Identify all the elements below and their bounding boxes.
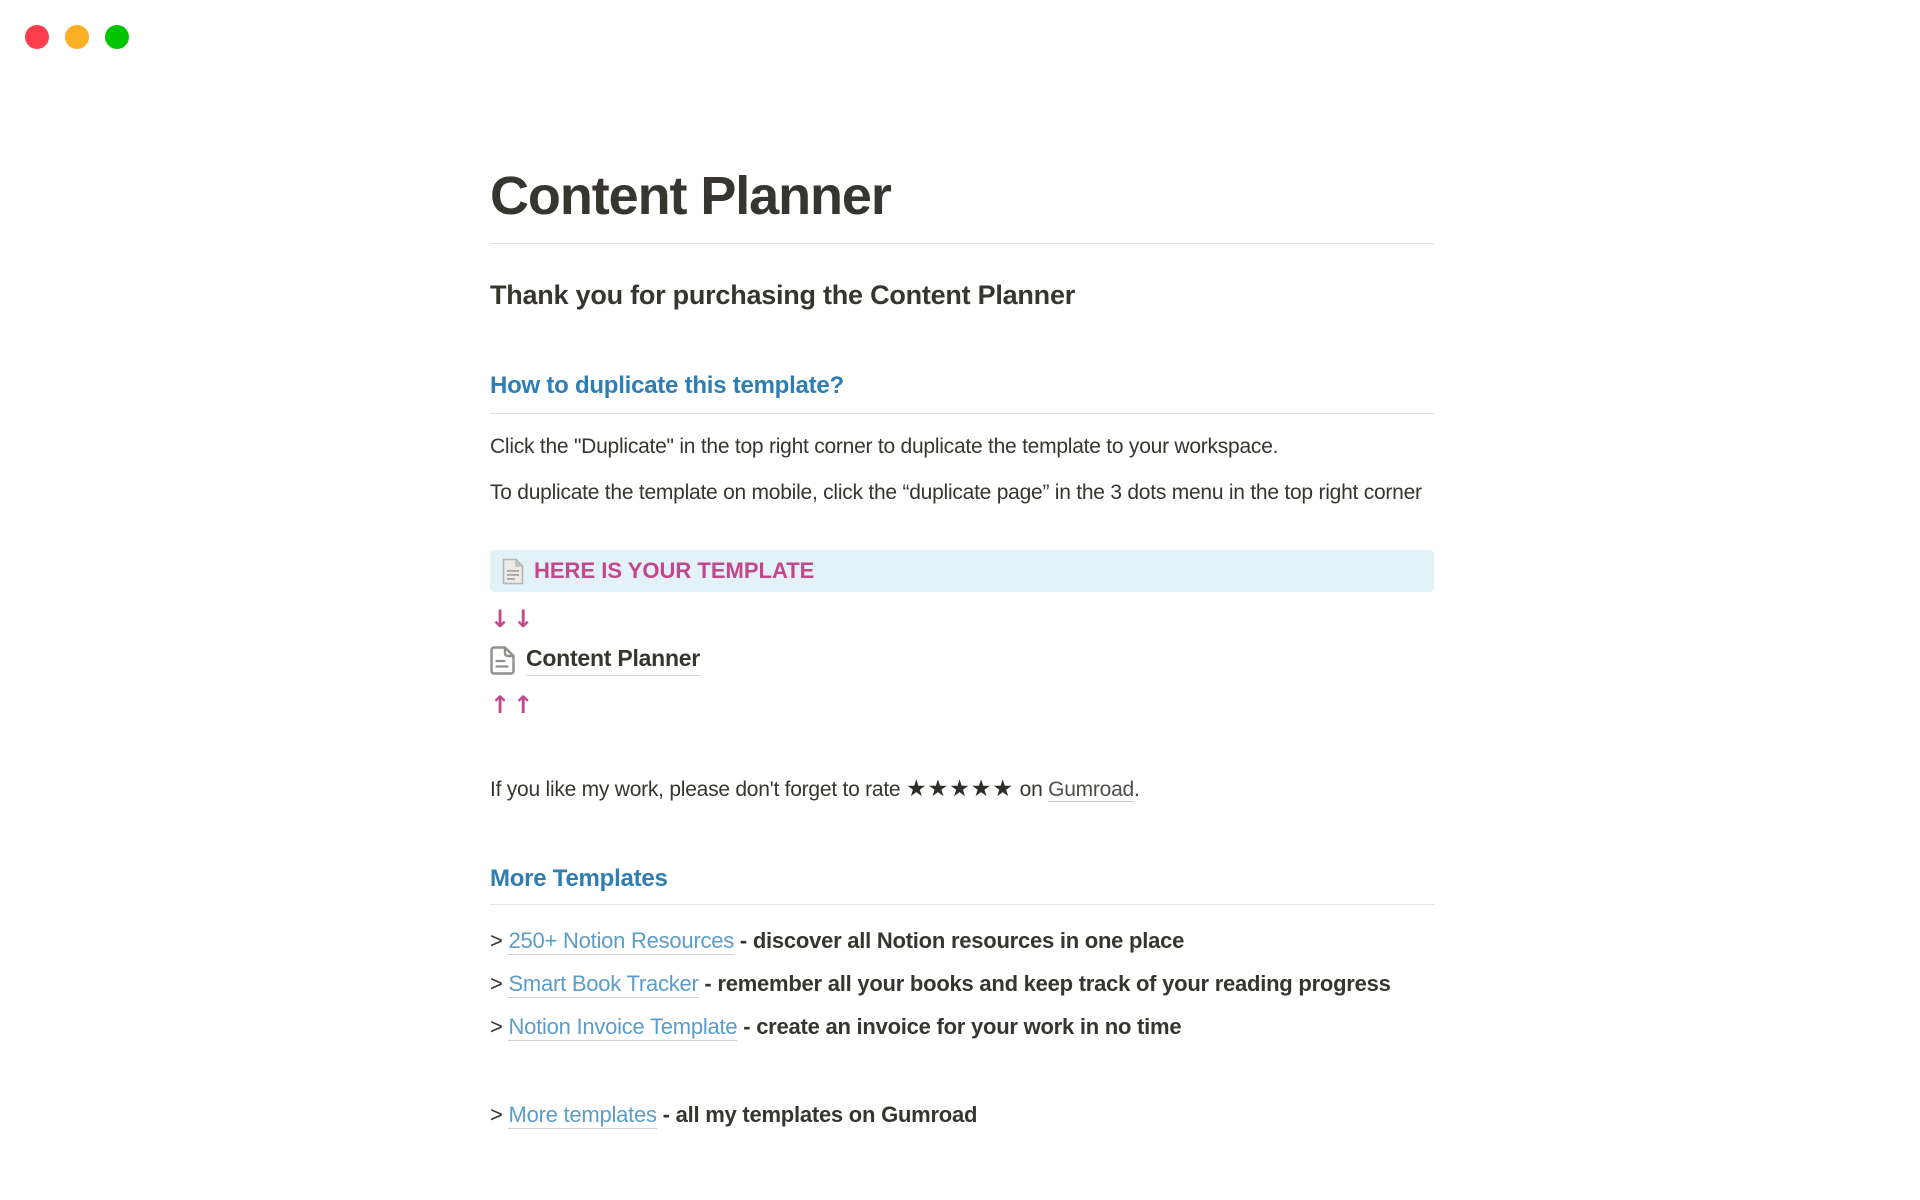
notion-invoice-template-link[interactable]: Notion Invoice Template xyxy=(508,1013,738,1039)
document-icon xyxy=(490,646,515,675)
rating-request-line xyxy=(490,772,1434,807)
divider xyxy=(490,413,1434,414)
thanks-heading: Thank you for purchasing the Content Planner xyxy=(490,280,1075,310)
notion-resources-link[interactable]: 250+ Notion Resources xyxy=(508,927,734,953)
smart-book-tracker-link[interactable]: Smart Book Tracker xyxy=(508,970,699,996)
page-facing-up-icon xyxy=(502,558,524,585)
list-item xyxy=(490,1098,1434,1132)
window-controls xyxy=(25,25,129,49)
template-list xyxy=(490,924,1434,1044)
callout-text: HERE IS YOUR TEMPLATE xyxy=(534,558,815,583)
content-planner-page-link[interactable] xyxy=(490,642,700,678)
duplicate-instructions-mobile: To duplicate the template on mobile, click the “duplicate page” in the 3 dots menu in the top right corner xyxy=(490,481,1422,504)
divider xyxy=(490,904,1434,905)
list-item xyxy=(490,924,1434,958)
how-to-duplicate-heading: How to duplicate this template? xyxy=(490,372,844,399)
item-description: - discover all Notion resources in one place xyxy=(733,927,1185,953)
page-content xyxy=(490,0,1434,1132)
rating-text: on xyxy=(1014,777,1049,801)
minimize-window-button[interactable] xyxy=(65,25,89,49)
list-item xyxy=(490,967,1434,1001)
list-item xyxy=(490,1010,1434,1044)
template-callout xyxy=(490,550,1434,592)
page-title: Content Planner xyxy=(490,166,891,226)
rating-text: . xyxy=(1134,777,1140,801)
divider xyxy=(490,243,1434,244)
five-stars-icon: ★★★★★ xyxy=(905,775,1015,802)
up-arrows: ↑↑ xyxy=(490,690,537,719)
more-templates-link[interactable]: More templates xyxy=(508,1101,657,1127)
bullet: > xyxy=(490,970,509,996)
bullet: > xyxy=(490,1013,509,1039)
more-templates-heading: More Templates xyxy=(490,864,668,892)
item-description: - remember all your books and keep track of your reading progress xyxy=(698,970,1391,996)
down-arrows: ↓↓ xyxy=(490,605,537,633)
item-description: - all my templates on Gumroad xyxy=(656,1101,978,1127)
gumroad-link[interactable]: Gumroad xyxy=(1048,777,1134,801)
close-window-button[interactable] xyxy=(25,25,49,49)
bullet: > xyxy=(490,927,509,953)
duplicate-instructions-desktop: Click the "Duplicate" in the top right corner to duplicate the template to your workspace. xyxy=(490,435,1279,458)
item-description: - create an invoice for your work in no time xyxy=(737,1013,1182,1039)
bullet: > xyxy=(490,1101,509,1127)
page-link-label: Content Planner xyxy=(526,645,700,676)
rating-text: If you like my work, please don't forget to rate xyxy=(490,777,906,801)
zoom-window-button[interactable] xyxy=(105,25,129,49)
